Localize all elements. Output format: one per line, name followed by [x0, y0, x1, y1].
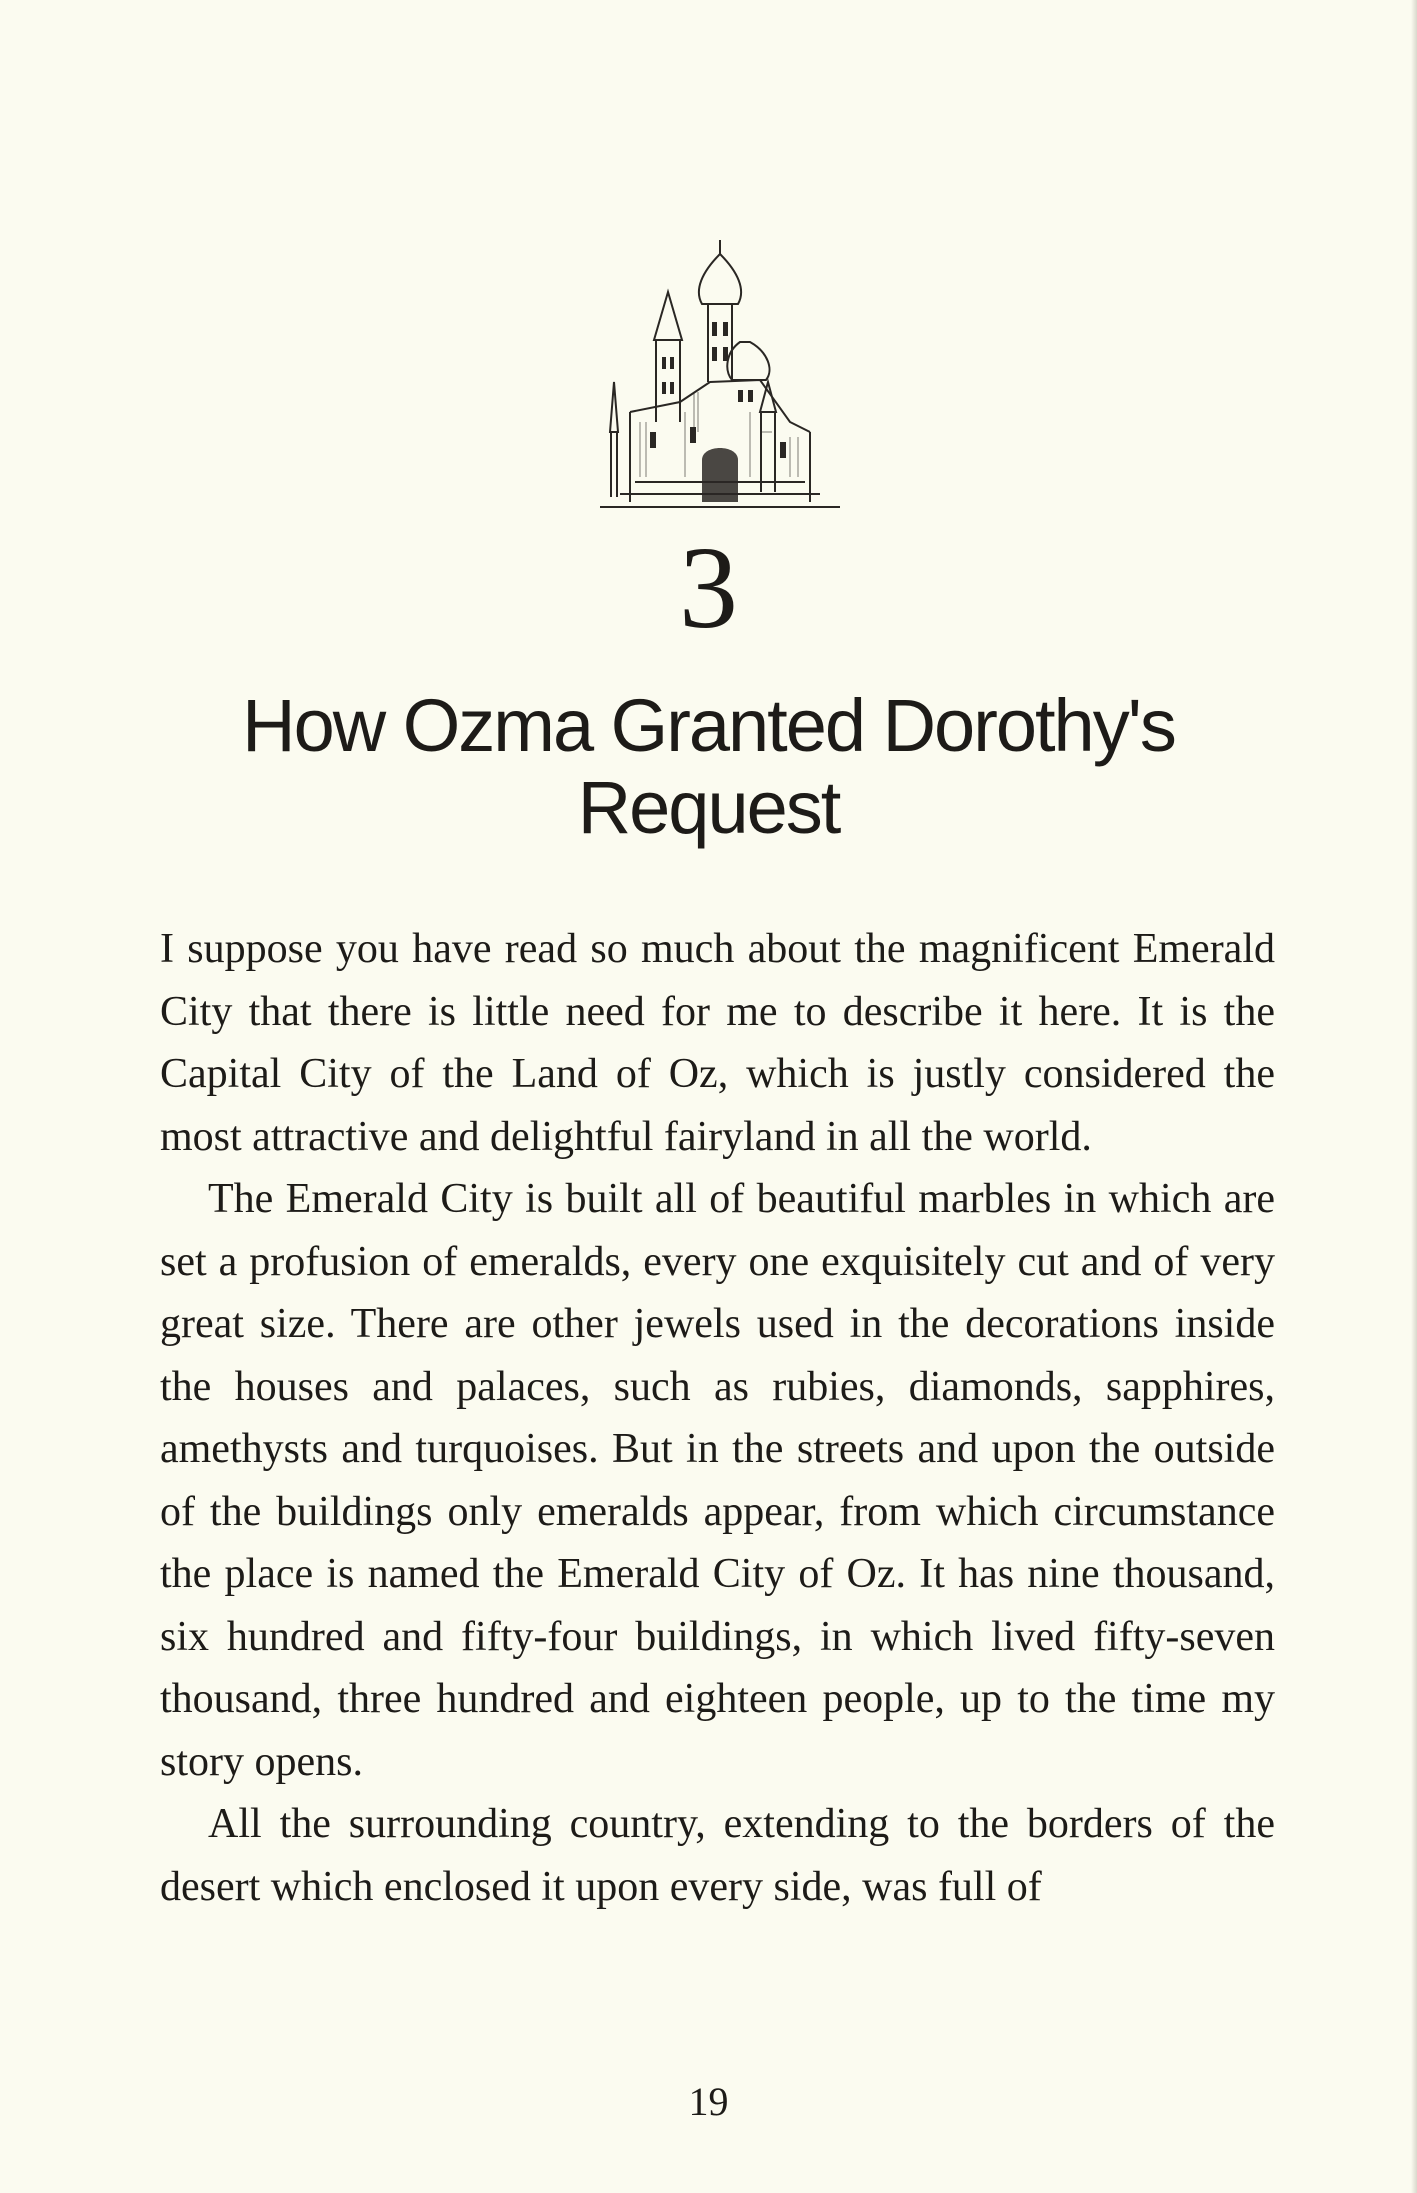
chapter-title: How Ozma Granted Dorothy's Request	[242, 684, 1175, 849]
page-edge-shadow	[1411, 0, 1417, 2193]
chapter-number: 3	[679, 522, 738, 653]
paragraph: I suppose you have read so much about the magnificent Emerald City that there is little need for me to describe it here. It is the Capital City of the Land of Oz, which is justly considered the most attractive and delightful fairyland in all the world.	[160, 926, 1275, 1160]
body-text	[160, 918, 1275, 1918]
castle-icon	[590, 232, 850, 522]
paragraph: The Emerald City is built all of beautiful marbles in which are set a profusion of emeralds, every one exquisitely cut and of very great size. There are other jewels used in the decorations inside the houses and palaces, such as rubies, diamonds, sapphires, amethysts and turquoises. But in the streets and upon the outside of the buildings only emeralds appear, from which circumstance the place is named the Emerald City of Oz. It has nine thousand, six hundred and fifty-four buildings, in which lived fifty-seven thousand, three hundred and eighteen people, up to the time my story opens.	[160, 1176, 1275, 1785]
paragraph: All the surrounding country, extending to the borders of the desert which enclosed it upon every side, was full of	[160, 1801, 1275, 1910]
page-number: 19	[688, 2079, 729, 2124]
